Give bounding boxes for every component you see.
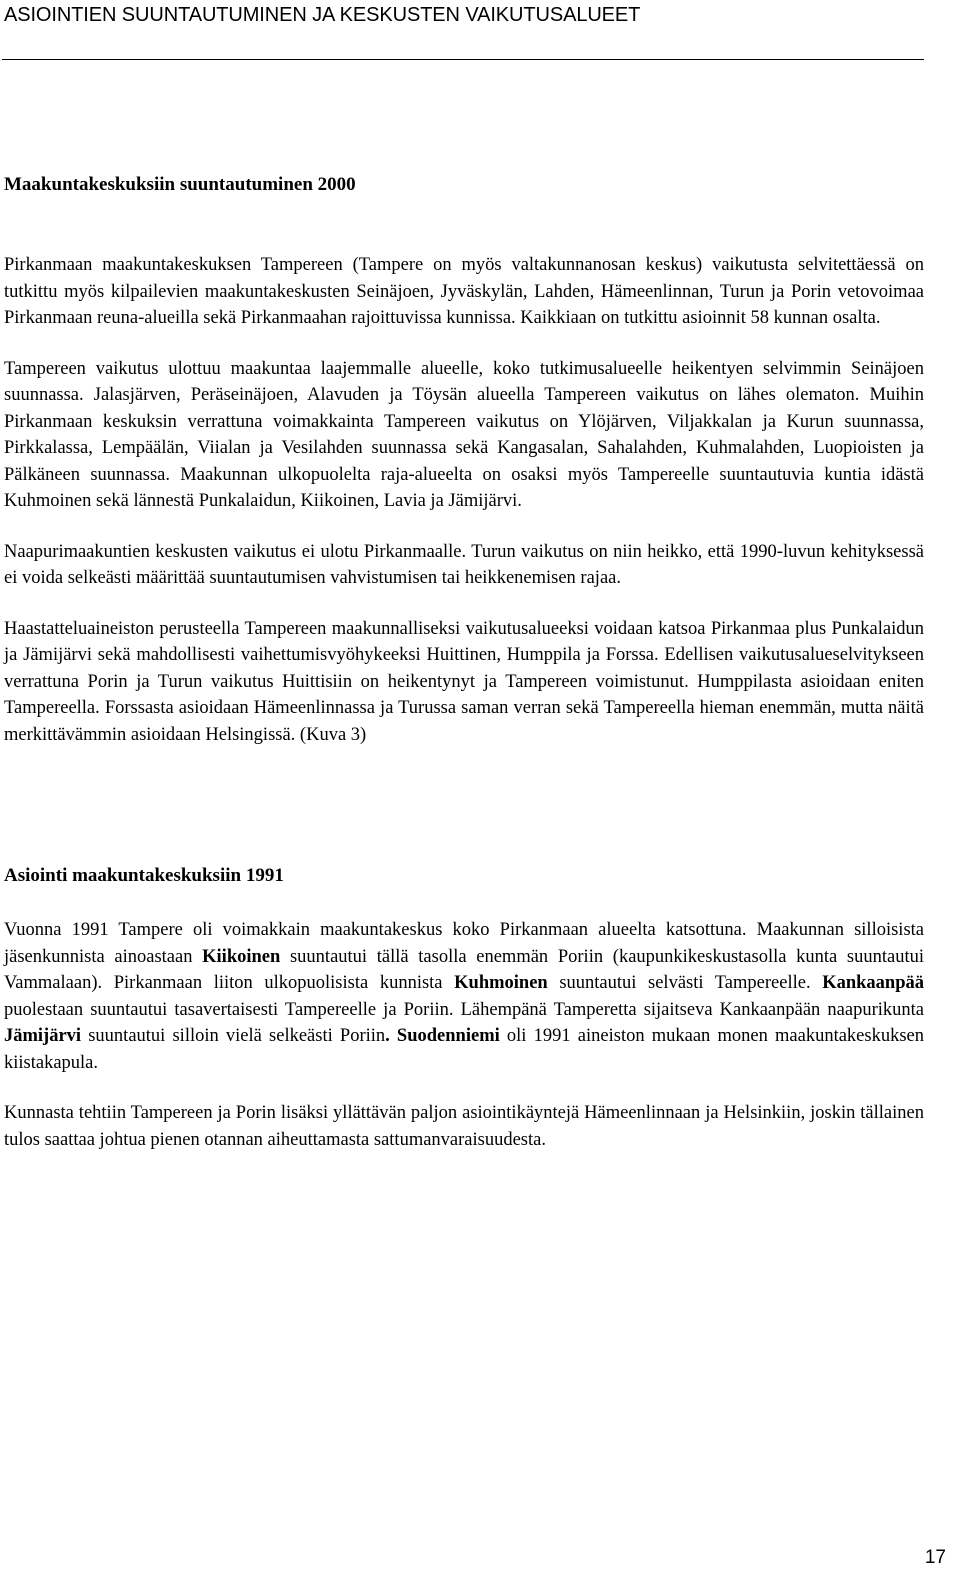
paragraph-6: Kunnasta tehtiin Tampereen ja Porin lisäksi yllättävän paljon asiointikäyntejä Hämeenlinnaan ja Helsinkiin, joskin tällainen tulos saattaa johtua pienen otannan aiheuttamasta sattumanvaraisuudesta. [4, 1103, 924, 1150]
paragraph-1: Pirkanmaan maakuntakeskuksen Tampereen (Tampere on myös valtakunnanosan keskus) vaikutusta selvitettäessä on tutkittu myös kilpailevien maakuntakeskusten Seinäjoen, Jyväskylän, Lahden, Hämeenlinnan, Turun ja Porin vetovoimaa Pirkanmaan reuna-alueilla sekä Pirkanmaahan rajoittuvissa kunnissa. Kaikkiaan on tutkittu asioinnit 58 kunnan osalta. [4, 255, 924, 328]
paragraph-3: Naapurimaakuntien keskusten vaikutus ei ulotu Pirkanmaalle. Turun vaikutus on niin heikko, että 1990-luvun kehityksessä ei voida selkeästi määrittää suuntautumisen vahvistumisen tai heikkenemisen rajaa. [4, 541, 924, 588]
suodenniemi-bold: . Suodenniemi [385, 1026, 500, 1046]
kuhmoinen-bold: Kuhmoinen [454, 973, 548, 993]
kiikoinen-bold: Kiikoinen [202, 946, 281, 967]
paragraph-4: Haastatteluaineiston perusteella Tampereen maakunnalliseksi vaikutusalueeksi voidaan katsoa Pirkanmaa plus Punkalaidun ja Jämijärvi sekä mahdollisesti vaihettumisvyöhykeeksi Huittinen, Humppila ja Forssa. Edellisen vaikutusalueselvitykseen verrattuna Porin ja Turun vaikutus Huittisiin on heikentynyt ja Tampereen voimistunut. Humppilasta asioidaan eniten Tampereella. Forssasta asioidaan Hämeenlinnassa ja Turussa saman verran sekä Tampereella hieman enemmän, mutta näitä merkittävämmin asioidaan Helsingissä. (Kuva 3) [4, 618, 924, 745]
header-rule [2, 59, 924, 60]
section-heading-2000: Maakuntakeskuksiin suuntautuminen 2000 [4, 174, 356, 195]
paragraph-5: Vuonna 1991 Tampere oli voimakkain maakuntakeskus koko Pirkanmaan alueelta katsottuna. Maakunnan silloisista jäsenkunnista ainoastaan Kiikoinen suuntautui tällä tasolla enemmän Poriin (kaupunkikeskustasolla kunta suuntautui Vammalaan). Pirkanmaan liiton ulkopuolisista kunnista Kuhmoinen suuntautui selvästi Tampereelle. Kankaanpää puolestaan suuntautui tasavertaisesti Tampereelle ja Poriin. Lähempänä Tamperetta sijaitseva Kankaanpään naapurikunta Jämijärvi suuntautui silloin vielä selkeästi Poriin. Suodenniemi oli 1991 aineiston mukaan monen maakuntakeskuksen kiistakapula. [4, 920, 924, 1073]
section-heading-1991: Asiointi maakuntakeskuksiin 1991 [4, 865, 284, 886]
jamijarvi-bold: Jämijärvi [4, 1026, 82, 1046]
document-body [4, 172, 924, 1153]
page-number: 17 [924, 1547, 946, 1568]
paragraph-2: Tampereen vaikutus ulottuu maakuntaa laajemmalle alueelle, koko tutkimusalueelle heikentyen selvimmin Seinäjoen suunnassa. Jalasjärven, Peräseinäjoen, Alavuden ja Töysän alueella Tampereen vaikutus on lähes olematon. Muihin Pirkanmaan keskuksin verrattuna voimakkainta Tampereen vaikutus on Ylöjärven, Viljakkalan ja Kurun suunnassa, Pirkkalassa, Lempäälän, Viialan ja Vesilahden suunnassa sekä Kangasalan, Sahalahden, Kuhmalahden, Luopioisten ja Pälkäneen suunnassa. Maakunnan ulkopuolelta raja-alueelta on osaksi myös Tampereelle suuntautuvia kuntia idästä Kuhmoinen sekä lännestä Punkalaidun, Kiikoinen, Lavia ja Jämijärvi. [4, 358, 924, 511]
running-header: ASIOINTIEN SUUNTAUTUMINEN JA KESKUSTEN VAIKUTUSALUEET [4, 4, 641, 26]
kankaanpaa-bold: Kankaanpää [822, 973, 924, 993]
